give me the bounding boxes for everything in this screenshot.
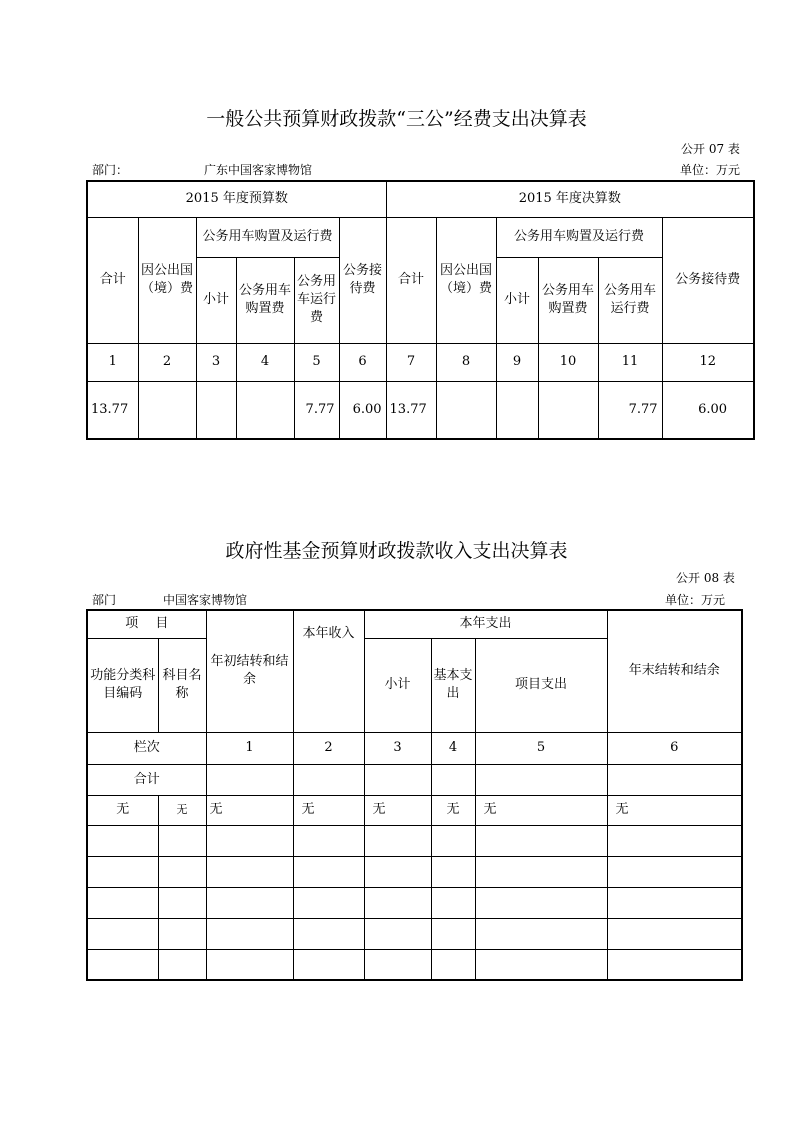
subject-name-header: 科目名称 — [158, 638, 206, 732]
total-cell — [607, 764, 742, 795]
col-number: 3 — [364, 732, 431, 764]
col-reception: 公务接待费 — [339, 217, 386, 343]
begin-balance-header: 年初结转和结余 — [206, 610, 293, 732]
total-cell — [206, 764, 293, 795]
row-cell: 无 — [431, 795, 475, 825]
table2-form-no: 公开 08 表 — [676, 571, 735, 585]
func-code-header: 功能分类科目编码 — [87, 638, 158, 732]
table1-dept-name: 广东中国客家博物馆 — [204, 163, 313, 177]
col-number: 11 — [598, 343, 662, 381]
project-expense-header: 项目支出 — [475, 638, 607, 732]
col-subtotal: 小计 — [496, 257, 538, 343]
table1-form-no: 公开 07 表 — [681, 142, 740, 156]
value-cell — [196, 381, 236, 439]
col-number: 4 — [431, 732, 475, 764]
end-balance-header: 年末结转和结余 — [607, 610, 742, 732]
col-car-purchase: 公务用车购置费 — [236, 257, 294, 343]
row-cell: 无 — [158, 795, 206, 825]
col-number: 3 — [196, 343, 236, 381]
col-seq-label: 栏次 — [87, 732, 206, 764]
col-number: 9 — [496, 343, 538, 381]
table2-unit: 单位：万元 — [665, 593, 726, 607]
basic-expense-header: 基本支出 — [431, 638, 475, 732]
col-number: 6 — [339, 343, 386, 381]
col-car-group: 公务用车购置及运行费 — [496, 217, 662, 257]
subtotal-header: 小计 — [364, 638, 431, 732]
total-cell — [364, 764, 431, 795]
total-cell — [431, 764, 475, 795]
row-cell: 无 — [364, 795, 431, 825]
row-cell: 无 — [293, 795, 364, 825]
value-cell: 6.00 — [662, 381, 754, 439]
col-car-run: 公务用车运行费 — [598, 257, 662, 343]
col-subtotal: 小计 — [196, 257, 236, 343]
col-reception: 公务接待费 — [662, 217, 754, 343]
item-header: 项 目 — [87, 610, 206, 638]
table2-title: 政府性基金预算财政拨款收入支出决算表 — [225, 540, 568, 562]
col-number: 1 — [206, 732, 293, 764]
col-number: 6 — [607, 732, 742, 764]
col-car-run: 公务用车运行费 — [294, 257, 339, 343]
col-abroad: 因公出国（境）费 — [436, 217, 496, 343]
col-number: 2 — [138, 343, 196, 381]
col-number: 2 — [293, 732, 364, 764]
col-number: 5 — [475, 732, 607, 764]
col-number: 7 — [386, 343, 436, 381]
col-number: 8 — [436, 343, 496, 381]
year-income-header: 本年收入 — [293, 610, 364, 732]
total-label: 合计 — [87, 764, 206, 795]
sangong-expense-table — [86, 180, 755, 440]
value-cell: 6.00 — [339, 381, 386, 439]
budget-header: 2015 年度预算数 — [87, 181, 386, 217]
value-cell: 13.77 — [386, 381, 436, 439]
value-cell: 13.77 — [87, 381, 138, 439]
table-row — [87, 887, 742, 918]
col-car-group: 公务用车购置及运行费 — [196, 217, 339, 257]
col-abroad: 因公出国（境）费 — [138, 217, 196, 343]
value-cell — [538, 381, 598, 439]
col-number: 10 — [538, 343, 598, 381]
total-cell — [293, 764, 364, 795]
value-cell — [436, 381, 496, 439]
table1-unit: 单位：万元 — [680, 163, 741, 177]
col-total: 合计 — [386, 217, 436, 343]
col-number: 12 — [662, 343, 754, 381]
value-cell — [236, 381, 294, 439]
value-cell: 7.77 — [598, 381, 662, 439]
total-cell — [475, 764, 607, 795]
row-cell: 无 — [607, 795, 742, 825]
table2-dept-label: 部门 — [92, 593, 117, 607]
table-row — [87, 856, 742, 887]
table-row — [87, 825, 742, 856]
table-row — [87, 918, 742, 949]
table2-dept-name: 中国客家博物馆 — [163, 593, 248, 607]
col-total: 合计 — [87, 217, 138, 343]
value-cell — [496, 381, 538, 439]
year-expense-header: 本年支出 — [364, 610, 607, 638]
value-cell: 7.77 — [294, 381, 339, 439]
table1-title: 一般公共预算财政拨款“三公”经费支出决算表 — [206, 108, 587, 130]
gov-fund-table — [86, 609, 743, 981]
row-cell: 无 — [475, 795, 607, 825]
col-number: 1 — [87, 343, 138, 381]
table-row — [87, 949, 742, 980]
value-cell — [138, 381, 196, 439]
col-number: 5 — [294, 343, 339, 381]
row-cell: 无 — [87, 795, 158, 825]
table1-dept-label: 部门： — [92, 163, 129, 177]
col-car-purchase: 公务用车购置费 — [538, 257, 598, 343]
col-number: 4 — [236, 343, 294, 381]
final-header: 2015 年度决算数 — [386, 181, 754, 217]
row-cell: 无 — [206, 795, 293, 825]
